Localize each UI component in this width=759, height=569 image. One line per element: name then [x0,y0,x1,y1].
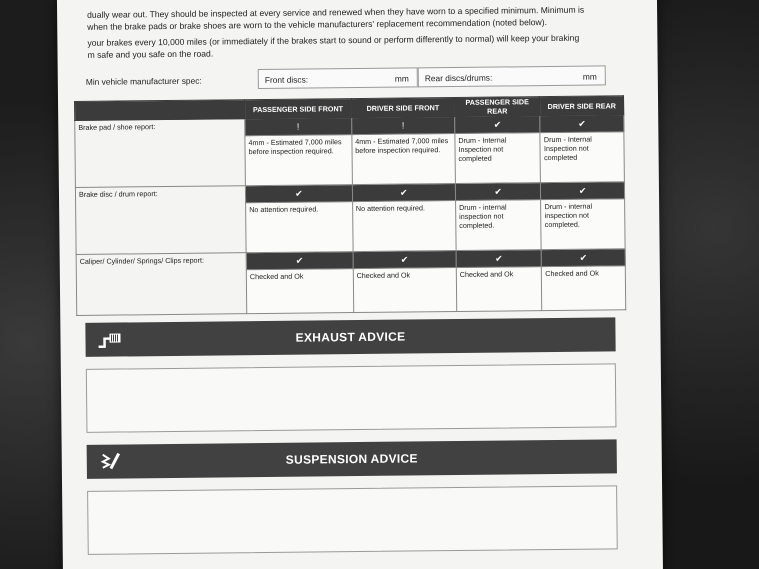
detail-cell: Checked and Ok [353,267,457,312]
status-icon: ✔ [542,249,626,267]
intro-line-1: dually wear out. They should be inspected at every service and renewed when they have worn to a specified minimum. Minimum is [87,4,585,20]
detail-cell: Drum - internal inspection not completed. [541,199,625,250]
status-icon: ✔ [540,115,624,133]
detail-cell: Checked and Ok [456,267,542,312]
manufacturer-spec-row [86,65,641,93]
exhaust-advice-title: EXHAUST ADVICE [295,329,406,345]
detail-cell: No attention required. [246,202,353,253]
exhaust-advice-box [86,363,617,433]
suspension-advice-box [87,485,618,555]
status-icon: ✔ [245,185,352,203]
detail-cell: Checked and Ok [542,266,626,311]
status-icon: ✔ [246,252,353,270]
front-discs-field [258,67,418,89]
header-passenger-rear: PASSENGER SIDE REAR [454,97,540,117]
status-icon: ✔ [541,182,625,200]
front-discs-unit: mm [394,73,409,84]
detail-cell: Drum - internal inspection not completed. [455,200,541,251]
status-icon: ✔ [456,250,542,268]
detail-cell: Drum - Internal Inspection not completed [540,132,624,183]
front-discs-label: Front discs: [264,74,309,85]
status-icon: ✔ [455,116,541,134]
intro-line-4: m safe and you safe on the road. [87,48,214,60]
rear-discs-field [418,65,606,87]
detail-cell: No attention required. [352,200,456,251]
detail-cell: 4mm - Estimated 7,000 miles before inspection required. [352,133,456,184]
status-icon: ! [351,117,454,135]
intro-line-2: when the brake pads or brake shoes are worn to the vehicle manufacturers' replacement recommendation (noted below). [87,17,548,32]
header-blank [75,100,245,121]
status-icon: ✔ [352,183,455,201]
status-icon: ! [245,118,352,136]
detail-cell: 4mm - Estimated 7,000 miles before inspection required. [245,135,352,186]
brake-report-table [74,95,626,316]
spec-label: Min vehicle manufacturer spec: [85,75,202,87]
detail-cell: Checked and Ok [246,269,353,314]
row-label-caliper: Caliper/ Cylinder/ Springs/ Clips report: [76,253,247,316]
row-label-brake-pad: Brake pad / shoe report: [75,119,246,188]
suspension-advice-title: SUSPENSION ADVICE [285,451,418,467]
rear-discs-label: Rear discs/drums: [424,72,493,84]
exhaust-advice-bar [85,317,615,357]
background-right [649,0,759,569]
suspension-advice-bar [87,439,617,479]
status-icon: ✔ [353,250,456,268]
brakes-intro-text [87,3,648,64]
rear-discs-unit: mm [582,71,597,82]
header-passenger-front: PASSENGER SIDE FRONT [245,99,352,119]
header-driver-front: DRIVER SIDE FRONT [351,98,454,118]
row-label-brake-disc: Brake disc / drum report: [75,186,246,255]
intro-line-3: your brakes every 10,000 miles (or immediately if the brakes start to sound or perform differently to normal) will keep your braking [87,32,580,48]
header-driver-rear: DRIVER SIDE REAR [540,96,624,116]
service-report-sheet [57,0,663,569]
detail-cell: Drum - Internal Inspection not completed [455,133,541,184]
status-icon: ✔ [455,183,541,201]
